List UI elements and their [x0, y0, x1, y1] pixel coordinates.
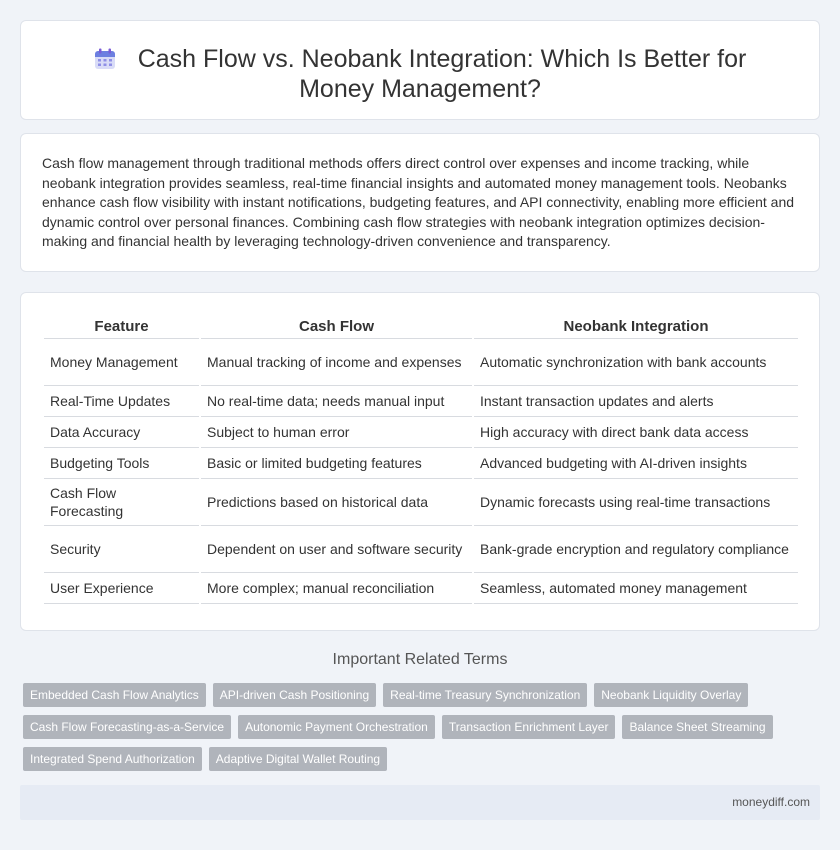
feature-cell: Data Accuracy	[44, 417, 199, 448]
table-row	[44, 386, 798, 417]
neobank-cell: Advanced budgeting with AI-driven insights	[474, 448, 798, 479]
related-terms-list	[23, 683, 823, 779]
tag-row	[23, 747, 823, 771]
related-term-tag[interactable]: Autonomic Payment Orchestration	[238, 715, 435, 739]
neobank-cell: Automatic synchronization with bank accounts	[474, 339, 798, 386]
feature-cell: Cash Flow Forecasting	[44, 479, 199, 526]
cash-flow-cell: Basic or limited budgeting features	[201, 448, 472, 479]
feature-cell: Budgeting Tools	[44, 448, 199, 479]
related-term-tag[interactable]: Neobank Liquidity Overlay	[594, 683, 748, 707]
related-term-tag[interactable]: Adaptive Digital Wallet Routing	[209, 747, 387, 771]
header-cash-flow: Cash Flow	[201, 315, 472, 339]
table-row	[44, 417, 798, 448]
related-term-tag[interactable]: Transaction Enrichment Layer	[442, 715, 616, 739]
cash-flow-cell: Subject to human error	[201, 417, 472, 448]
comparison-card	[20, 292, 820, 631]
table-row	[44, 479, 798, 526]
header-feature: Feature	[44, 315, 199, 339]
calendar-icon	[94, 48, 116, 70]
table-row	[44, 339, 798, 386]
cash-flow-cell: More complex; manual reconciliation	[201, 573, 472, 604]
title-card	[20, 20, 820, 120]
cash-flow-cell: Manual tracking of income and expenses	[201, 339, 472, 386]
related-term-tag[interactable]: Cash Flow Forecasting-as-a-Service	[23, 715, 231, 739]
related-term-tag[interactable]: Balance Sheet Streaming	[622, 715, 772, 739]
page-title-text: Cash Flow vs. Neobank Integration: Which Is Better for Money Management?	[137, 45, 747, 103]
cash-flow-cell: Predictions based on historical data	[201, 479, 472, 526]
table-row	[44, 526, 798, 573]
table-header-row	[44, 315, 798, 339]
table-row	[44, 448, 798, 479]
cash-flow-cell: Dependent on user and software security	[201, 526, 472, 573]
comparison-table	[42, 315, 800, 604]
neobank-cell: Bank-grade encryption and regulatory compliance	[474, 526, 798, 573]
related-term-tag[interactable]: Embedded Cash Flow Analytics	[23, 683, 206, 707]
neobank-cell: Seamless, automated money management	[474, 573, 798, 604]
feature-cell: Real-Time Updates	[44, 386, 199, 417]
feature-cell: User Experience	[44, 573, 199, 604]
neobank-cell: High accuracy with direct bank data access	[474, 417, 798, 448]
footer	[20, 785, 820, 820]
neobank-cell: Dynamic forecasts using real-time transactions	[474, 479, 798, 526]
related-term-tag[interactable]: Integrated Spend Authorization	[23, 747, 202, 771]
related-term-tag[interactable]: Real-time Treasury Synchronization	[383, 683, 587, 707]
table-row	[44, 573, 798, 604]
header-neobank: Neobank Integration	[474, 315, 798, 339]
footer-site-link[interactable]: moneydiff.com	[732, 795, 810, 809]
intro-card	[20, 133, 820, 272]
tag-row	[23, 683, 823, 707]
intro-paragraph: Cash flow management through traditional methods offers direct control over expenses and income tracking, while neobank integration provides seamless, real-time financial insights and automated money management tools. Neobanks enhance cash flow visibility with instant notifications, budgeting features, and API connectivity, enabling more efficient and dynamic control over personal finances. Combining cash flow strategies with neobank integration optimizes decision-making and financial health by leveraging technology-driven convenience and transparency.	[42, 155, 795, 250]
cash-flow-cell: No real-time data; needs manual input	[201, 386, 472, 417]
related-terms-heading: Important Related Terms	[332, 651, 508, 668]
page-title	[61, 44, 779, 104]
related-term-tag[interactable]: API-driven Cash Positioning	[213, 683, 376, 707]
tag-row	[23, 715, 823, 739]
feature-cell: Money Management	[44, 339, 199, 386]
feature-cell: Security	[44, 526, 199, 573]
neobank-cell: Instant transaction updates and alerts	[474, 386, 798, 417]
